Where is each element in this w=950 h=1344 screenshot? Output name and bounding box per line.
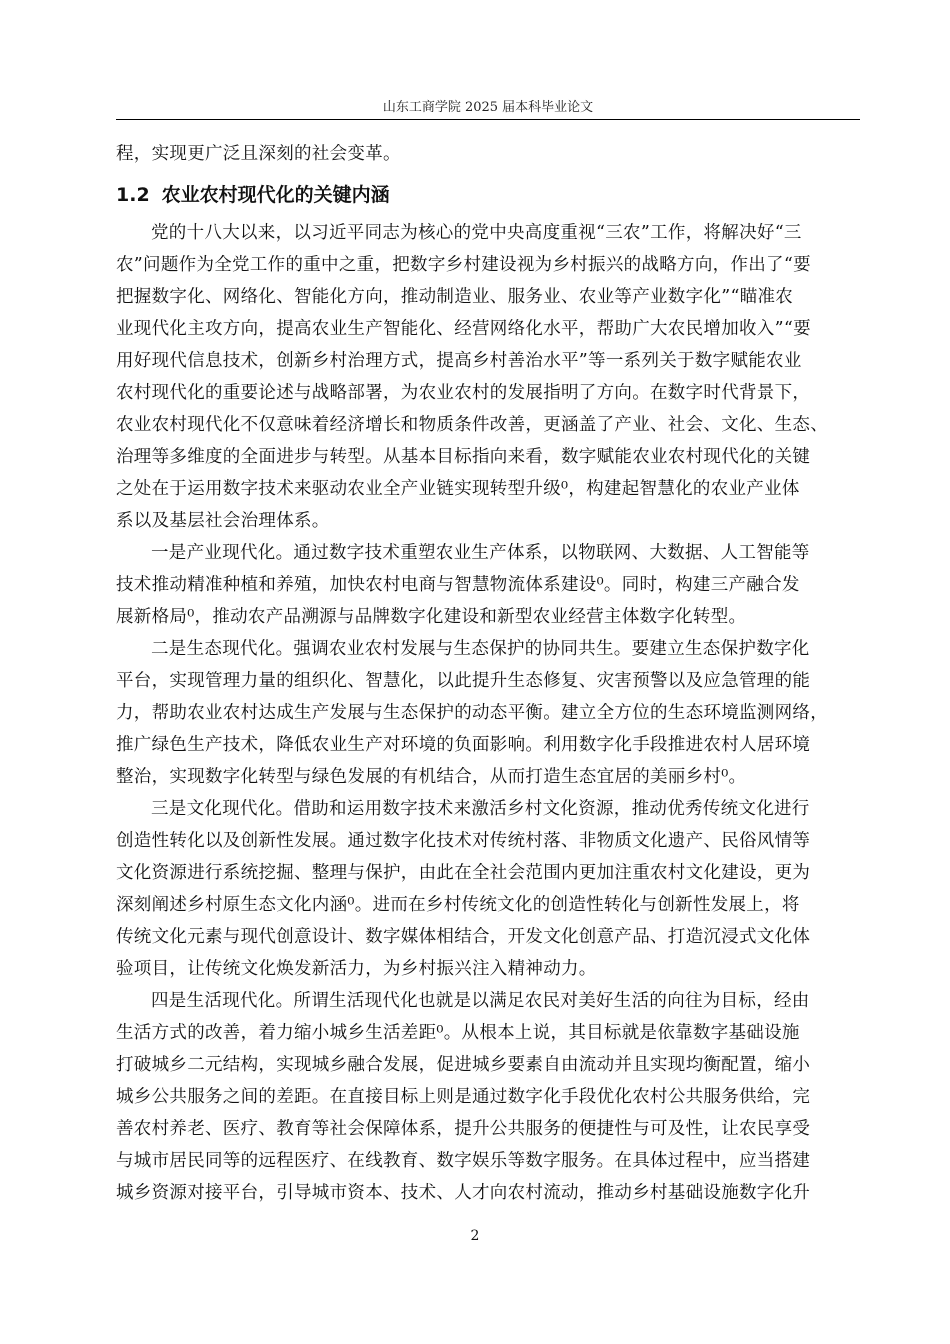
section-number: 1.2 — [116, 184, 150, 206]
text-line: 治理等多维度的全面进步与转型。从基本目标指向来看，数字赋能农业农村现代化的关键 — [116, 447, 811, 467]
text-line: 之处在于运用数字技术来驱动农业全产业链实现转型升级⁰，构建起智慧化的农业产业体 — [116, 479, 800, 499]
text-line: 文化资源进行系统挖掘、整理与保护，由此在全社会范围内更加注重农村文化建设，更为 — [116, 863, 811, 883]
paragraph — [116, 217, 860, 537]
text-line: 农业农村现代化不仅意味着经济增长和物质条件改善，更涵盖了产业、社会、文化、生态、 — [116, 415, 828, 435]
text-line: 善农村养老、医疗、教育等社会保障体系，提升公共服务的便捷性与可及性，让农民享受 — [116, 1119, 811, 1139]
text-line: 系以及基层社会治理体系。 — [116, 511, 330, 531]
header-divider — [116, 119, 860, 120]
page-body — [116, 138, 860, 1209]
text-line: 生活方式的改善，着力缩小城乡生活差距⁰。从根本上说，其目标就是依靠数字基础设施 — [116, 1023, 800, 1043]
text-line: 农”问题作为全党工作的重中之重，把数字乡村建设视为乡村振兴的战略方向，作出了“要 — [116, 255, 811, 275]
section-heading — [116, 183, 860, 207]
page-number: 2 — [470, 1228, 480, 1244]
text-line: 技术推动精准种植和养殖，加快农村电商与智慧物流体系建设⁰。同时，构建三产融合发 — [116, 575, 800, 595]
continuation-line: 程，实现更广泛且深刻的社会变革。 — [116, 144, 401, 164]
text-line: 党的十八大以来，以习近平同志为核心的党中央高度重视“三农”工作，将解决好“三 — [151, 223, 802, 243]
text-line: 业现代化主攻方向，提高农业生产智能化、经营网络化水平，帮助广大农民增加收入”“要 — [116, 319, 811, 339]
paragraph — [116, 985, 860, 1209]
text-line: 打破城乡二元结构，实现城乡融合发展，促进城乡要素自由流动并且实现均衡配置，缩小 — [116, 1055, 811, 1075]
text-line: 展新格局⁰，推动农产品溯源与品牌数字化建设和新型农业经营主体数字化转型。 — [116, 607, 747, 627]
text-line: 城乡公共服务之间的差距。在直接目标上则是通过数字化手段优化农村公共服务供给，完 — [116, 1087, 811, 1107]
running-header: 山东工商学院 2025 届本科毕业论文 — [382, 100, 594, 115]
section-title: 农业农村现代化的关键内涵 — [161, 184, 390, 206]
text-line: 二是生态现代化。强调农业农村发展与生态保护的协同共生。要建立生态保护数字化 — [151, 639, 810, 659]
text-line: 平台，实现管理力量的组织化、智慧化，以此提升生态修复、灾害预警以及应急管理的能 — [116, 671, 811, 691]
text-line: 用好现代信息技术，创新乡村治理方式，提高乡村善治水平”等一系列关于数字赋能农业 — [116, 351, 802, 371]
text-line: 把握数字化、网络化、智能化方向，推动制造业、服务业、农业等产业数字化”“瞄准农 — [116, 287, 794, 307]
text-line: 三是文化现代化。借助和运用数字技术来激活乡村文化资源，推动优秀传统文化进行 — [151, 799, 810, 819]
text-line: 传统文化元素与现代创意设计、数字媒体相结合，开发文化创意产品、打造沉浸式文化体 — [116, 927, 811, 947]
text-line: 验项目，让传统文化焕发新活力，为乡村振兴注入精神动力。 — [116, 959, 597, 979]
paragraph — [116, 633, 860, 793]
text-line: 四是生活现代化。所谓生活现代化也就是以满足农民对美好生活的向往为目标，经由 — [151, 991, 810, 1011]
text-line: 力，帮助农业农村达成生产发展与生态保护的动态平衡。建立全方位的生态环境监测网络， — [116, 703, 828, 723]
text-line: 整治，实现数字化转型与绿色发展的有机结合，从而打造生态宜居的美丽乡村⁰。 — [116, 767, 747, 787]
text-line: 一是产业现代化。通过数字技术重塑农业生产体系，以物联网、大数据、人工智能等 — [151, 543, 810, 563]
text-line: 推广绿色生产技术，降低农业生产对环境的负面影响。利用数字化手段推进农村人居环境 — [116, 735, 811, 755]
text-line: 农村现代化的重要论述与战略部署，为农业农村的发展指明了方向。在数字时代背景下， — [116, 383, 811, 403]
text-line: 深刻阐述乡村原生态文化内涵⁰。进而在乡村传统文化的创造性转化与创新性发展上，将 — [116, 895, 800, 915]
paragraph — [116, 537, 860, 633]
text-line: 与城市居民同等的远程医疗、在线教育、数字娱乐等数字服务。在具体过程中，应当搭建 — [116, 1151, 811, 1171]
text-line: 创造性转化以及创新性发展。通过数字化技术对传统村落、非物质文化遗产、民俗风情等 — [116, 831, 811, 851]
paragraph — [116, 793, 860, 985]
text-line: 城乡资源对接平台，引导城市资本、技术、人才向农村流动，推动乡村基础设施数字化升 — [116, 1183, 811, 1203]
